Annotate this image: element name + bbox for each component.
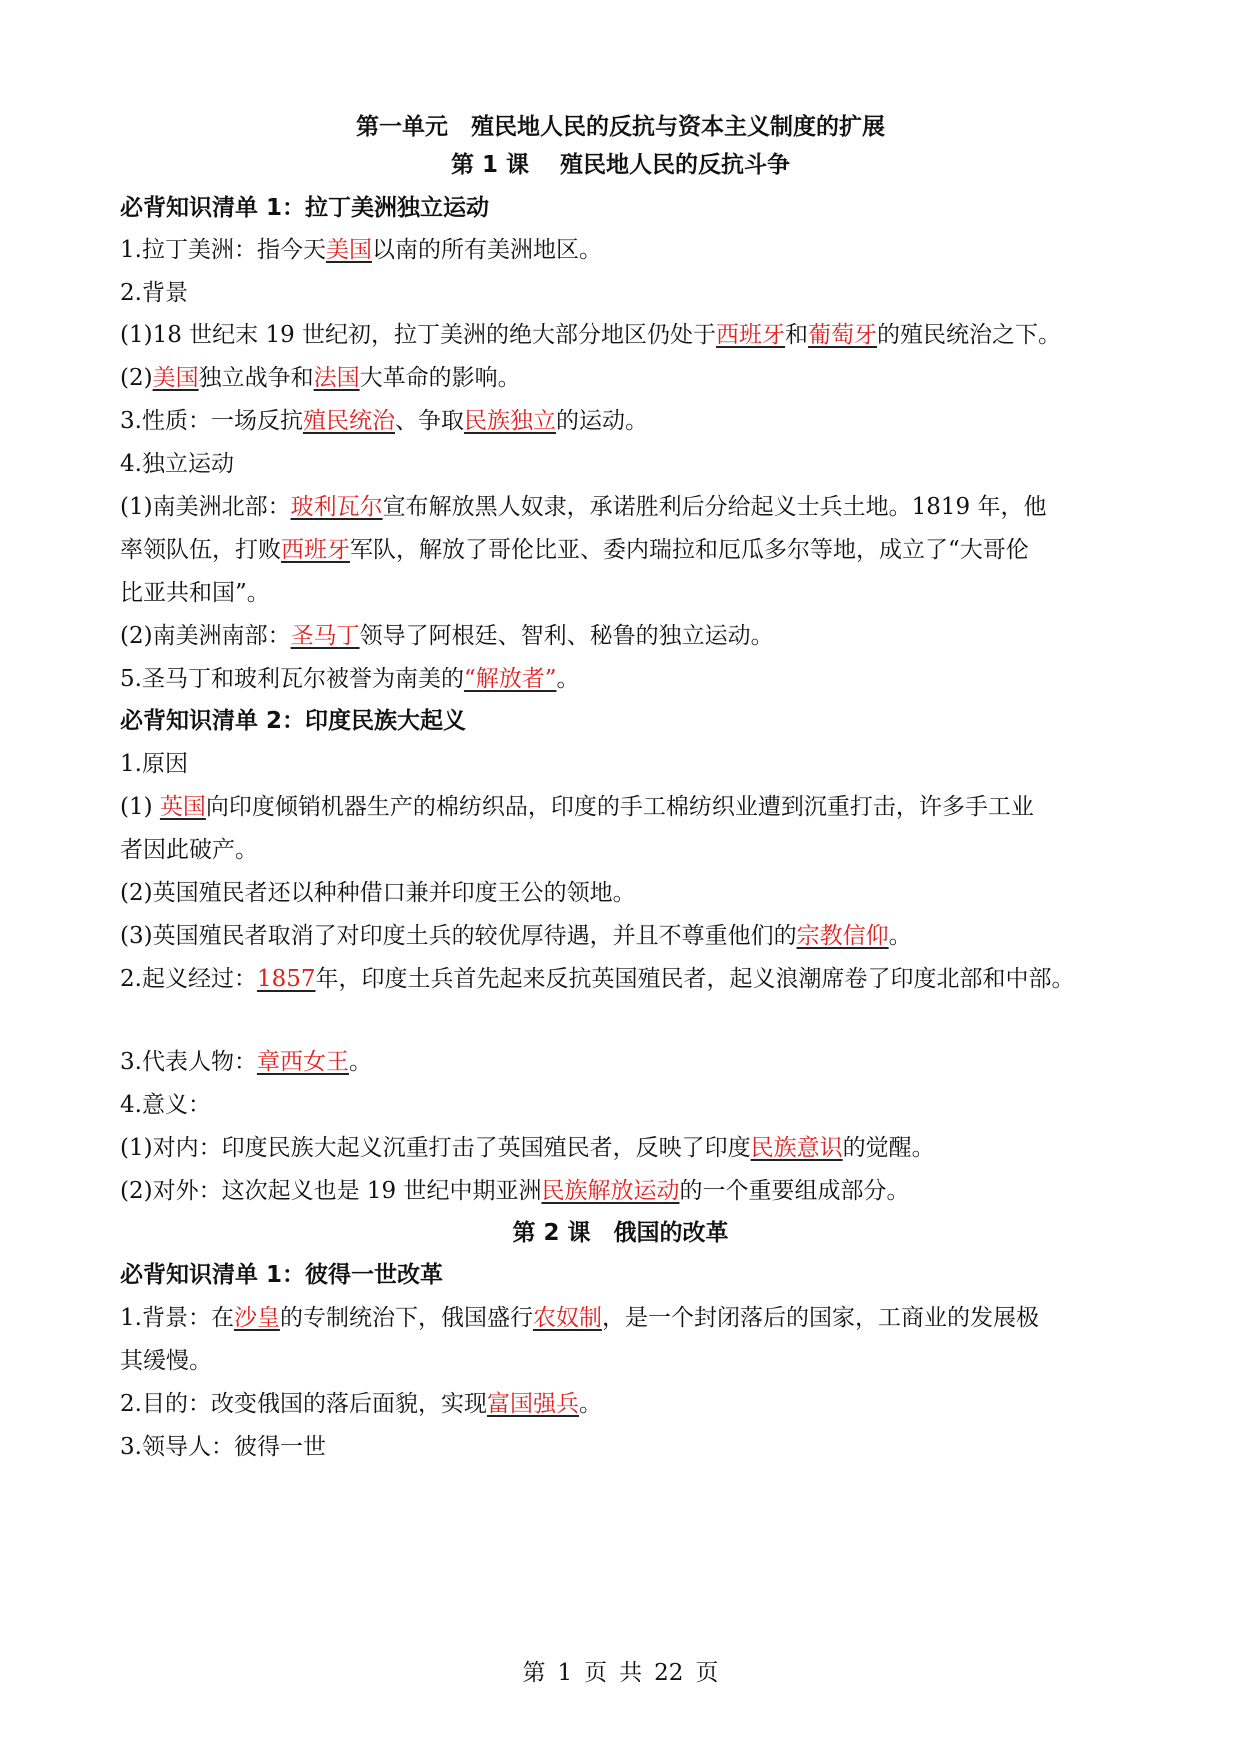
text: (2)	[120, 365, 153, 391]
paragraph	[120, 316, 1130, 349]
paragraph: 比亚共和国”。	[120, 580, 270, 606]
text: (1)18 世纪末 19 世纪初，拉丁美洲的绝大部分地区仍处于	[120, 322, 717, 348]
paragraph: 其缓慢。	[120, 1348, 212, 1374]
key-term: 西班牙	[716, 322, 786, 348]
text: 的运动。	[555, 408, 648, 434]
key-term: “解放者”	[463, 666, 557, 692]
text: (1)南美洲北部：	[120, 494, 291, 520]
key-term: 沙皇	[233, 1305, 280, 1331]
key-term: 宗教信仰	[796, 923, 889, 949]
key-term: 美国	[152, 365, 199, 391]
text: 、争取	[394, 408, 464, 434]
paragraph	[120, 1385, 1130, 1418]
text: 1.背景：在	[120, 1305, 234, 1331]
text: 的一个重要组成部分。	[679, 1178, 910, 1204]
paragraph	[120, 1299, 1130, 1332]
key-term: 美国	[325, 237, 372, 263]
footer-text: 第	[522, 1660, 546, 1686]
text: 。	[578, 1391, 602, 1417]
key-term: 章西女王	[256, 1049, 349, 1075]
l1-list2-heading: 必背知识清单 2：印度民族大起义	[120, 708, 467, 734]
key-term: 1857	[256, 966, 316, 992]
key-term: 民族独立	[463, 408, 556, 434]
paragraph	[120, 960, 1130, 993]
text: (2)对外：这次起义也是 19 世纪中期亚洲	[120, 1178, 542, 1204]
paragraph	[120, 231, 1130, 264]
text: 大革命的影响。	[359, 365, 521, 391]
total-pages: 22	[654, 1660, 684, 1686]
text: 的专制统治下，俄国盛行	[279, 1305, 533, 1331]
text: 3.代表人物：	[120, 1049, 257, 1075]
text: 宣布解放黑人奴隶，承诺胜利后分给起义士兵土地。1819 年，他	[382, 494, 1047, 520]
text: (3)英国殖民者取消了对印度土兵的较优厚待遇，并且不尊重他们的	[120, 923, 797, 949]
text: (2)南美洲南部：	[120, 623, 291, 649]
key-term: 殖民统治	[302, 408, 395, 434]
text: 和	[785, 322, 809, 348]
text: (1)对内：印度民族大起义沉重打击了英国殖民者，反映了印度	[120, 1135, 751, 1161]
text: 率领队伍，打败	[120, 537, 281, 563]
footer-text: 页	[584, 1660, 608, 1686]
text: 。	[348, 1049, 372, 1075]
text: 领导了阿根廷、智利、秘鲁的独立运动。	[359, 623, 774, 649]
paragraph	[120, 531, 1130, 564]
text: 。	[888, 923, 912, 949]
paragraph: 4.意义：	[120, 1092, 211, 1118]
l1-list1-heading: 必背知识清单 1：拉丁美洲独立运动	[120, 195, 490, 221]
paragraph: 1.原因	[120, 751, 188, 777]
l2-list1-heading: 必背知识清单 1：彼得一世改革	[120, 1262, 444, 1288]
page-footer	[0, 1654, 1241, 1687]
paragraph	[120, 1172, 1130, 1205]
key-term: 西班牙	[281, 537, 350, 563]
lesson1-title: 第 1 课 殖民地人民的反抗斗争	[450, 152, 791, 178]
text: 2.目的：改变俄国的落后面貌，实现	[120, 1391, 487, 1417]
text: 年，印度土兵首先起来反抗英国殖民者，起义浪潮席卷了印度北部和中部。	[315, 966, 1075, 992]
footer-text: 页	[695, 1660, 719, 1686]
paragraph	[120, 1129, 1130, 1162]
page-number: 1	[557, 1660, 573, 1686]
text: ，是一个封闭落后的国家，工商业的发展极	[601, 1305, 1039, 1331]
paragraph: 3.领导人：彼得一世	[120, 1434, 326, 1460]
paragraph	[120, 402, 1130, 435]
paragraph	[120, 1043, 1130, 1076]
text: 2.起义经过：	[120, 966, 257, 992]
key-term: 圣马丁	[290, 623, 360, 649]
key-term: 英国	[159, 794, 206, 820]
paragraph	[120, 660, 1130, 693]
key-term: 民族意识	[750, 1135, 843, 1161]
key-term: 葡萄牙	[808, 322, 878, 348]
key-term: 富国强兵	[486, 1391, 579, 1417]
text: 的殖民统治之下。	[877, 322, 1062, 348]
key-term: 民族解放运动	[541, 1178, 680, 1204]
paragraph: (2)英国殖民者还以种种借口兼并印度王公的领地。	[120, 880, 636, 906]
key-term: 法国	[313, 365, 360, 391]
paragraph	[120, 617, 1130, 650]
paragraph: 4.独立运动	[120, 451, 234, 477]
text: 。	[556, 666, 580, 692]
text: (1)	[120, 794, 160, 820]
text: 军队，解放了哥伦比亚、委内瑞拉和厄瓜多尔等地，成立了“大哥伦	[350, 537, 1029, 563]
paragraph	[120, 917, 1130, 950]
key-term: 玻利瓦尔	[290, 494, 383, 520]
unit-title: 第一单元 殖民地人民的反抗与资本主义制度的扩展	[356, 114, 885, 140]
text: 独立战争和	[198, 365, 314, 391]
text: 向印度倾销机器生产的棉纺织品，印度的手工棉纺织业遭到沉重打击，许多手工业	[205, 794, 1034, 820]
paragraph	[120, 488, 1130, 521]
key-term: 农奴制	[532, 1305, 602, 1331]
text: 5.圣马丁和玻利瓦尔被誉为南美的	[120, 666, 464, 692]
text: 以南的所有美洲地区。	[371, 237, 602, 263]
paragraph: 2.背景	[120, 280, 188, 306]
text: 3.性质：一场反抗	[120, 408, 303, 434]
paragraph	[120, 788, 1130, 821]
text: 的觉醒。	[842, 1135, 935, 1161]
footer-text: 共	[619, 1660, 643, 1686]
lesson2-title: 第 2 课 俄国的改革	[512, 1220, 729, 1246]
paragraph	[120, 359, 1130, 392]
text: 1.拉丁美洲：指今天	[120, 237, 326, 263]
paragraph: 者因此破产。	[120, 837, 258, 863]
